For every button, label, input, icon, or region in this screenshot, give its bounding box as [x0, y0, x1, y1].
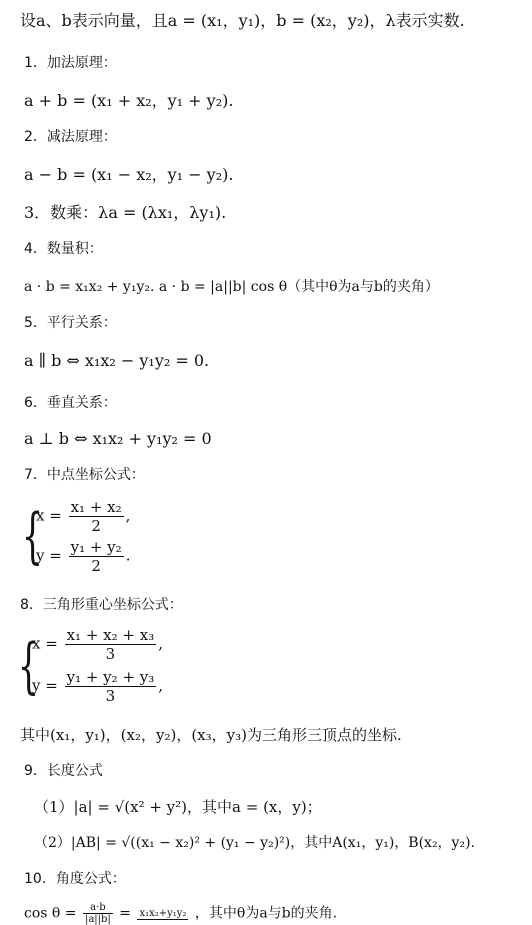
- midpoint-y-fraction: [69, 538, 124, 575]
- centroid-x-row: [32, 626, 163, 663]
- centroid-system: [18, 626, 258, 712]
- centroid-y-lhs: y =: [32, 676, 58, 695]
- section-4-heading: 4．数量积：: [24, 241, 103, 257]
- section-2-formula: a − b = (x₁ − x₂，y₁ − y₂).: [24, 165, 234, 184]
- centroid-y-fraction: [65, 668, 157, 705]
- midpoint-y-denominator: 2: [91, 557, 101, 575]
- midpoint-y-numerator: y₁ + y₂: [70, 538, 122, 556]
- section-5-formula: a ∥ b ⇔ x₁x₂ − y₁y₂ = 0.: [24, 351, 210, 370]
- section-9-item-1: （1）|a| = √(x² + y²)，其中a = (x，y)；: [34, 798, 322, 816]
- midpoint-y-row: [36, 538, 130, 575]
- angle-fraction-1-denominator: |a||b|: [84, 914, 111, 925]
- intro-line: 设a、b表示向量，且a = (x₁，y₁)，b = (x₂，y₂)，λ表示实数.: [20, 11, 465, 30]
- centroid-x-numerator: x₁ + x₂ + x₃: [66, 626, 155, 644]
- angle-fraction-1: [83, 902, 113, 925]
- section-10-heading: 10．角度公式：: [24, 871, 126, 887]
- centroid-y-numerator: y₁ + y₂ + y₃: [66, 668, 155, 686]
- midpoint-x-fraction: [69, 498, 124, 535]
- angle-fraction-2: [137, 908, 188, 920]
- section-2-heading: 2．减法原理：: [24, 129, 117, 145]
- left-brace: {: [22, 501, 44, 571]
- midpoint-y-lhs: y =: [36, 546, 62, 565]
- equals-sign: =: [119, 905, 131, 922]
- centroid-x-fraction: [65, 626, 157, 663]
- section-10-formula: [24, 902, 337, 925]
- section-9-item-2: （2）|AB| = √((x₁ − x₂)² + (y₁ − y₂)²)，其中A(x₁，y₁)，B(x₂，y₂).: [34, 835, 475, 851]
- centroid-x-denominator: 3: [105, 645, 116, 663]
- angle-fraction-2-numerator: x₁x₂+y₁y₂: [139, 907, 187, 919]
- midpoint-y-tail: .: [125, 546, 131, 565]
- centroid-y-tail: ,: [158, 676, 164, 695]
- midpoint-x-row: [36, 498, 130, 535]
- centroid-x-tail: ,: [158, 634, 163, 653]
- section-7-heading: 7．中点坐标公式：: [24, 467, 145, 483]
- section-10-formula-clip: [0, 900, 532, 925]
- section-6-heading: 6．垂直关系：: [24, 395, 117, 411]
- left-brace: {: [18, 631, 40, 701]
- section-4-formula: a · b = x₁x₂ + y₁y₂. a · b = |a||b| cos θ（其中θ为a与b的夹角）: [24, 279, 439, 295]
- midpoint-system: [22, 498, 222, 580]
- midpoint-x-tail: ,: [125, 506, 131, 525]
- section-8-heading: 8．三角形重心坐标公式：: [20, 597, 183, 613]
- section-6-formula: a ⊥ b ⇔ x₁x₂ + y₁y₂ = 0: [24, 429, 212, 448]
- angle-formula-tail: ，其中θ为a与b的夹角.: [194, 905, 338, 922]
- centroid-y-row: [32, 668, 163, 705]
- section-3-line: 3．数乘：λa = (λx₁，λy₁).: [24, 203, 227, 222]
- angle-fraction-1-numerator: a·b: [83, 902, 113, 914]
- centroid-x-lhs: x =: [32, 634, 58, 653]
- section-9-heading: 9．长度公式: [24, 763, 103, 779]
- midpoint-x-denominator: 2: [91, 517, 101, 535]
- section-1-formula: a + b = (x₁ + x₂，y₁ + y₂).: [24, 91, 234, 110]
- centroid-y-denominator: 3: [105, 687, 116, 705]
- section-8-note: 其中(x₁，y₁)，(x₂，y₂)，(x₃，y₃)为三角形三顶点的坐标.: [20, 726, 402, 744]
- section-5-heading: 5．平行关系：: [24, 315, 117, 331]
- cos-lhs: cos θ =: [24, 905, 77, 922]
- midpoint-x-numerator: x₁ + x₂: [70, 498, 122, 516]
- midpoint-x-lhs: x =: [36, 506, 62, 525]
- section-1-heading: 1．加法原理：: [24, 55, 117, 71]
